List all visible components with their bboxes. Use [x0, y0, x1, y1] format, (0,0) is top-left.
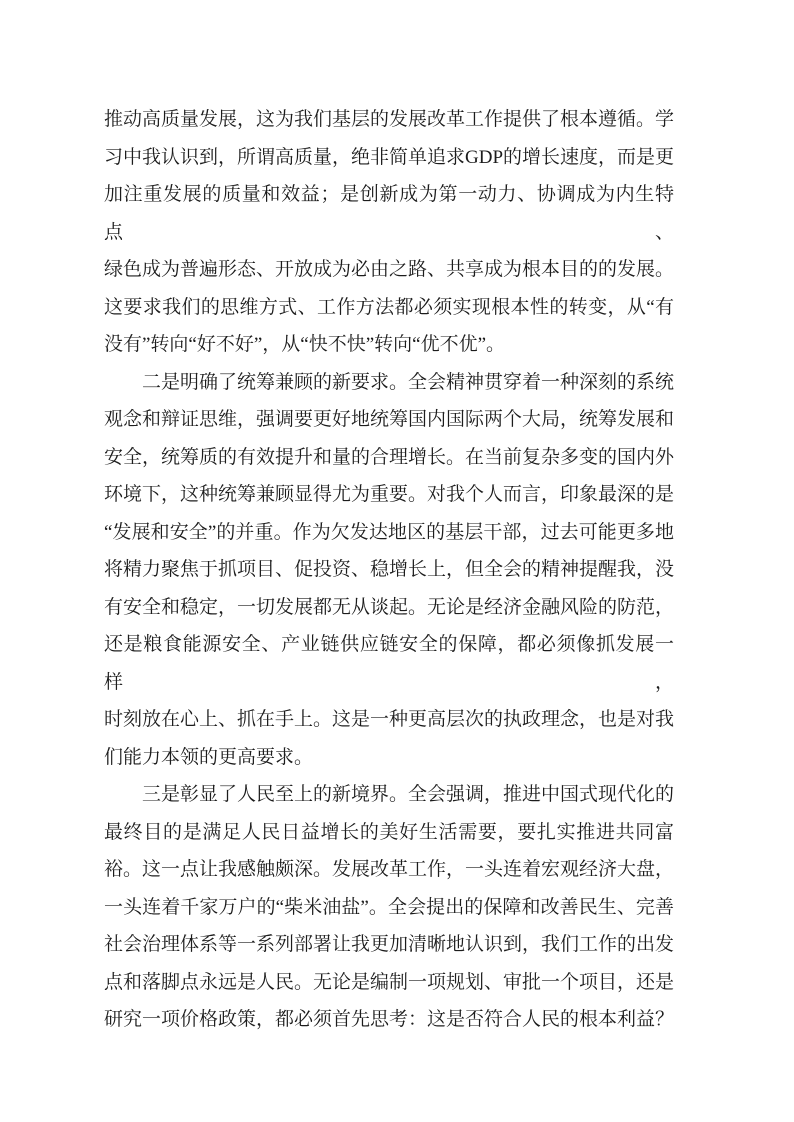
- text-line: 时刻放在心上、抓在手上。这是一种更高层次的执政理念，也是对我: [104, 709, 675, 730]
- text-line: 没有”转向“好不好”，从“快不快”转向“优不优”。: [104, 334, 506, 355]
- text-line: 还是粮食能源安全、产业链供应链安全的保障，都必须像抓发展一样，: [104, 634, 674, 693]
- text-line: 裕。这一点让我感触颇深。发展改革工作，一头连着宏观经济大盘，: [104, 859, 675, 880]
- text-line: 最终目的是满足人民日益增长的美好生活需要，要扎实推进共同富: [104, 821, 674, 843]
- text-line: 三是彰显了人民至上的新境界。全会强调，推进中国式现代化的: [142, 784, 675, 805]
- paragraph-3: [104, 776, 674, 1039]
- text-line: 绿色成为普遍形态、开放成为必由之路、共享成为根本目的的发展。: [104, 259, 675, 280]
- text-line: 环境下，这种统筹兼顾显得尤为重要。对我个人而言，印象最深的是: [104, 484, 675, 505]
- text-line: 社会治理体系等一系列部署让我更加清晰地认识到，我们工作的出发: [104, 934, 675, 955]
- text-line: 加注重发展的质量和效益；是创新成为第一动力、协调成为内生特点、: [104, 184, 674, 243]
- text-line: 安全，统筹质的有效提升和量的合理增长。在当前复杂多变的国内外: [104, 446, 675, 468]
- text-line: 习中我认识到，所谓高质量，绝非简单追求GDP的增长速度，而是更: [104, 146, 675, 168]
- text-line: 推动高质量发展，这为我们基层的发展改革工作提供了根本遵循。学: [104, 109, 675, 130]
- paragraph-1: [104, 101, 674, 364]
- text-line: 们能力本领的更高要求。: [104, 746, 314, 768]
- text-line: 点和落脚点永远是人民。无论是编制一项规划、审批一个项目，还是: [104, 971, 675, 993]
- text-line: 二是明确了统筹兼顾的新要求。全会精神贯穿着一种深刻的系统: [142, 371, 675, 393]
- text-line: 将精力聚焦于抓项目、促投资、稳增长上，但全会的精神提醒我，没: [104, 559, 675, 580]
- text-line: 一头连着千家万户的“柴米油盐”。全会提出的保障和改善民生、完善: [104, 896, 674, 918]
- text-line: 有安全和稳定，一切发展都无从谈起。无论是经济金融风险的防范，: [104, 596, 675, 618]
- text-line: “发展和安全”的并重。作为欠发达地区的基层干部，过去可能更多地: [104, 521, 674, 543]
- text-line: 这要求我们的思维方式、工作方法都必须实现根本性的转变，从“有: [104, 296, 674, 318]
- paragraph-2: [104, 364, 674, 777]
- text-line: 观念和辩证思维，强调要更好地统筹国内国际两个大局，统筹发展和: [104, 409, 675, 430]
- text-line: 研究一项价格政策，都必须首先思考：这是否符合人民的根本利益？: [104, 1009, 675, 1030]
- document-body: [104, 101, 674, 1039]
